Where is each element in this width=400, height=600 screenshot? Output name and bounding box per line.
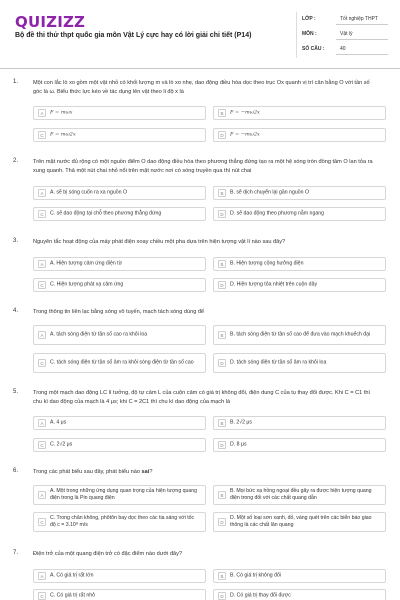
option-b[interactable] [213, 325, 386, 345]
option-text: F = mωx [50, 109, 73, 116]
meta-class-label: LỚP : [302, 16, 316, 22]
option-letter: B [218, 491, 226, 499]
option-text: C. tách sóng điện từ tần số âm ra khỏi sóng điện từ tần số cao [50, 359, 194, 366]
question-number: 1. [13, 79, 19, 85]
option-text: D. Hiện tượng tỏa nhiệt trên cuộn dây [230, 281, 318, 288]
option-letter: D [218, 131, 226, 139]
option-text: B. Có giá trị không đổi [230, 572, 282, 579]
option-letter: D [218, 359, 226, 367]
header-divider [0, 68, 400, 69]
option-letter: A [38, 419, 46, 427]
option-text: A. sẽ bị sóng cuốn ra xa nguồn O [50, 189, 127, 196]
option-letter: A [38, 189, 46, 197]
option-text: A. tách sóng điện từ tần số cao ra khỏi loa [50, 331, 148, 338]
question-number: 2. [13, 158, 19, 164]
meta-divider [296, 12, 297, 58]
question-number: 5. [13, 389, 19, 395]
document-title: Bộ đề thi thử thpt quốc gia môn Vật Lý cực hay có lời giải chi tiết (P14) [15, 32, 252, 39]
option-letter: D [218, 210, 226, 218]
option-letter: D [218, 441, 226, 449]
emphasis-word: sai [141, 469, 150, 475]
question-text: Trên mặt nước đủ rộng có một nguồn điểm O dao động điều hòa theo phương thẳng đứng tạo ra một hệ sóng tròn đồng tâm O lan tỏa ra xung quanh. Thả một nút chai nhỏ nổi trên mặt nước nơi có sóng truyền qua thì nút chai [33, 159, 373, 174]
question-text: Một con lắc lò xo gồm một vật nhỏ có khối lượng m và lò xo nhẹ, dao động điều hòa dọc theo trục Ox quanh vị trí cân bằng O với tần số góc là ω. Biểu thức lực kéo về tác dụng lên vật theo li độ x là [33, 80, 370, 95]
option-b[interactable] [213, 257, 386, 271]
meta-count-label: SỐ CÂU : [302, 46, 325, 52]
option-text: C. 2√2 μs [50, 441, 73, 448]
option-a[interactable] [33, 257, 206, 271]
option-text: D. 8 μs [230, 441, 247, 448]
option-letter: A [38, 109, 46, 117]
meta-subject-label: MÔN : [302, 31, 317, 37]
option-letter: A [38, 260, 46, 268]
option-text: A. 4 μs [50, 419, 67, 426]
option-a[interactable] [33, 106, 206, 120]
option-text: F = −mω2x [230, 131, 260, 138]
option-letter: B [218, 189, 226, 197]
option-letter: C [38, 441, 46, 449]
option-text: A. Hiện tượng cảm ứng điện từ [50, 260, 123, 267]
question-number: 3. [13, 238, 19, 244]
option-text: C. Có giá trị rất nhỏ [50, 592, 95, 599]
option-letter: B [218, 331, 226, 339]
question-text: Nguyên tắc hoạt động của máy phát điện xoay chiều một pha dựa trên hiện tượng vật lí nào sau đây? [33, 239, 286, 245]
meta-class-value: Tốt nghiệp THPT [340, 16, 378, 22]
option-a[interactable] [33, 569, 206, 583]
option-text: C. sẽ dao động tại chỗ theo phương thẳng đứng [50, 210, 162, 217]
option-letter: C [38, 592, 46, 600]
option-letter: D [218, 518, 226, 526]
option-text: D. Một số loại sơn xanh, đỏ, vàng quét trên các biển báo giao thông là các chất lân quang [230, 515, 372, 528]
option-text: B. sẽ dịch chuyển lại gần nguồn O [230, 189, 310, 196]
option-c[interactable] [33, 207, 206, 221]
question-text: Trong các phát biểu sau đây, phát biểu nào sai? [33, 469, 153, 475]
option-text: C. Trong chân không, phôtôn bay dọc theo các tia sáng với tốc độ c = 3.10⁸ m/s [50, 515, 195, 528]
option-d[interactable] [213, 512, 386, 532]
option-a[interactable] [33, 325, 206, 345]
option-text: F = mω2x [50, 131, 76, 138]
option-b[interactable] [213, 106, 386, 120]
question-text: Trong thông tin liên lạc bằng sóng vô tuyến, mạch tách sóng dùng để [33, 309, 205, 315]
option-text: B. Hiện tượng cộng hưởng điện [230, 260, 304, 267]
question-number: 4. [13, 308, 19, 314]
option-d[interactable] [213, 207, 386, 221]
option-letter: D [218, 281, 226, 289]
option-text: F = −mω2x [230, 109, 260, 116]
option-text: D. Có giá trị thay đổi được [230, 592, 291, 599]
option-b[interactable] [213, 569, 386, 583]
option-letter: A [38, 491, 46, 499]
option-c[interactable] [33, 353, 206, 373]
meta-count-value: 40 [340, 46, 346, 52]
option-c[interactable] [33, 278, 206, 292]
option-letter: A [38, 331, 46, 339]
option-text: A. Một trong những ứng dụng quan trọng của hiện tượng quang điện trong là Pin quang điện [50, 488, 198, 501]
quizizz-logo: QUIZIZZ [15, 13, 86, 31]
option-letter: D [218, 592, 226, 600]
option-letter: B [218, 260, 226, 268]
option-text: D. sẽ dao động theo phương nằm ngang [230, 210, 324, 217]
option-c[interactable] [33, 589, 206, 600]
option-text: B. Mọi bức xạ hồng ngoại đều gây ra được hiện tượng quang điện trong đối với các chất quang dẫn [230, 488, 372, 501]
option-text: B. tách sóng điện từ tần số cao để đưa vào mạch khuếch đại [230, 331, 371, 338]
question-number: 6. [13, 468, 19, 474]
option-a[interactable] [33, 186, 206, 200]
question-text: Trong một mạch dao động LC lí tưởng, độ tự cảm L của cuộn cảm có giá trị không đổi, điện dung C của tụ thay đổi được. Khi C = C1 thì chu kì dao động của mạch là 4 μs; khi C = 2C1 thì chu kì dao động của mạch là [33, 390, 371, 405]
option-c[interactable] [33, 512, 206, 532]
option-letter: B [218, 572, 226, 580]
option-d[interactable] [213, 438, 386, 452]
option-text: D. tách sóng điện từ tần số âm ra khỏi loa [230, 359, 327, 366]
meta-subject-value: Vật lý [340, 31, 353, 37]
option-letter: C [38, 210, 46, 218]
option-b[interactable] [213, 186, 386, 200]
option-letter: C [38, 281, 46, 289]
option-letter: C [38, 359, 46, 367]
page-header [0, 0, 400, 62]
option-b[interactable] [213, 416, 386, 430]
option-c[interactable] [33, 438, 206, 452]
option-letter: A [38, 572, 46, 580]
option-c[interactable] [33, 128, 206, 142]
option-text: A. Có giá trị rất lớn [50, 572, 94, 579]
option-letter: C [38, 131, 46, 139]
option-letter: B [218, 419, 226, 427]
option-d[interactable] [213, 278, 386, 292]
option-a[interactable] [33, 416, 206, 430]
option-a[interactable] [33, 485, 206, 505]
option-d[interactable] [213, 353, 386, 373]
question-text: Điện trở của một quang điện trở có đặc điểm nào dưới đây? [33, 551, 183, 557]
option-b[interactable] [213, 485, 386, 505]
option-d[interactable] [213, 128, 386, 142]
option-letter: C [38, 518, 46, 526]
question-number: 7. [13, 550, 19, 556]
option-text: C. Hiện tượng phát xạ cảm ứng [50, 281, 124, 288]
option-text: B. 2√2 μs [230, 419, 252, 426]
option-letter: B [218, 109, 226, 117]
option-d[interactable] [213, 589, 386, 600]
